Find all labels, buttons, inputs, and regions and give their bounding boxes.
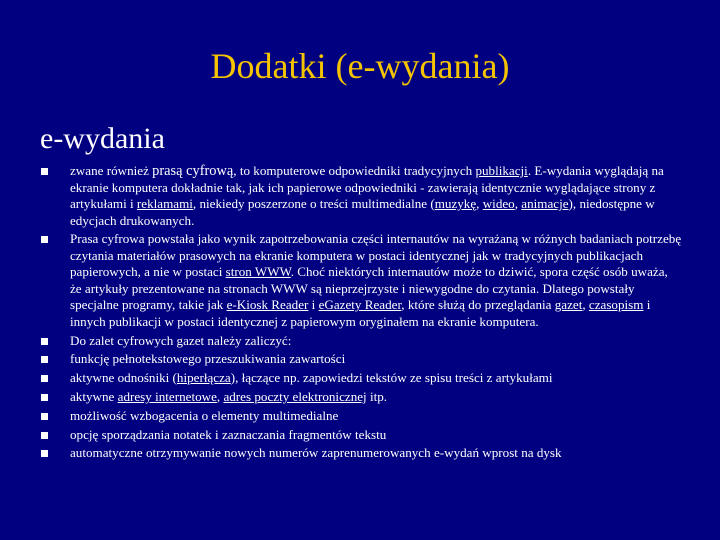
list-item — [40, 351, 682, 368]
square-bullet-icon — [41, 356, 48, 363]
text-fragment: , niekiedy poszerzone o treści multimedialne ( — [192, 196, 435, 211]
square-bullet-icon — [41, 236, 48, 243]
list-item — [40, 427, 682, 444]
text-link[interactable]: muzykę — [434, 196, 477, 211]
text-fragment: Prasa cyfrowa powstała jako wynik zapotrzebowania części internautów na wyrażaną w różnych badaniach potrzebę czytania materiałów prasowych na ekranie komputera w postaci identycznej jak w tradycyjnych publikacjach papierowych, a nie w postaci — [70, 231, 682, 280]
text-link[interactable]: adresy internetowe — [117, 388, 217, 404]
text-fragment: Do zalet cyfrowych gazet należy zaliczyć: — [70, 332, 292, 348]
text-link[interactable]: hiperłącza — [176, 370, 231, 386]
text-fragment: , — [216, 388, 224, 404]
text-fragment: możliwość wzbogacenia o elementy multimedialne — [70, 407, 339, 423]
text-link[interactable]: wideo — [482, 196, 515, 211]
text-link[interactable]: eGazety Reader — [318, 297, 402, 313]
list-item — [40, 370, 682, 387]
text-link[interactable]: adres poczty elektronicznej — [223, 388, 367, 404]
text-fragment: , — [582, 297, 589, 313]
text-fragment: ), łączące np. zapowiedzi tekstów ze spisu treści z artykułami — [230, 370, 553, 386]
text-fragment: , to komputerowe odpowiedniki tradycyjnych — [233, 163, 476, 178]
bullet-list — [40, 163, 682, 464]
text-fragment: i innych publikacji w postaci identycznej z papierowym oryginałem na ekranie komputera. — [70, 297, 651, 329]
text-fragment: itp. — [366, 388, 388, 404]
text-fragment: aktywne odnośniki ( — [70, 370, 177, 386]
square-bullet-icon — [41, 338, 48, 345]
square-bullet-icon — [41, 413, 48, 420]
text-link[interactable]: stron WWW — [225, 264, 291, 280]
text-fragment: i — [308, 297, 319, 313]
square-bullet-icon — [41, 450, 48, 457]
emphasized-text: prasą cyfrową — [152, 163, 234, 179]
square-bullet-icon — [41, 168, 48, 175]
list-item — [40, 231, 682, 330]
section-heading: e-wydania — [40, 122, 165, 155]
text-fragment: . Choć niektórych internautów może to dziwić, spora część osób uważa, że artykuły prezentowane na stronach WWW są nieprzejrzyste i niewygodne do czytania. Dlatego powstały specjalne programy, takie jak — [70, 264, 668, 313]
list-item — [40, 389, 682, 406]
text-link[interactable]: gazet — [554, 297, 583, 313]
text-link[interactable]: reklamami — [136, 196, 193, 211]
text-link[interactable]: animacje — [521, 196, 569, 211]
text-fragment: , — [476, 196, 483, 211]
text-fragment: ), niedostępne w edycjach drukowanych. — [70, 196, 655, 228]
list-item — [40, 163, 682, 229]
slide-title: Dodatki (e-wydania) — [210, 46, 510, 86]
text-link[interactable]: e-Kiosk Reader — [226, 297, 309, 313]
text-fragment: , — [514, 196, 522, 211]
text-fragment: opcję sporządzania notatek i zaznaczania fragmentów tekstu — [70, 426, 387, 442]
text-link[interactable]: czasopism — [588, 297, 644, 313]
square-bullet-icon — [41, 375, 48, 382]
text-fragment: automatyczne otrzymywanie nowych numerów zaprenumerowanych e-wydań wprost na dysk — [70, 445, 562, 461]
text-fragment: aktywne — [70, 388, 118, 404]
square-bullet-icon — [41, 432, 48, 439]
square-bullet-icon — [41, 394, 48, 401]
text-fragment: funkcję pełnotekstowego przeszukiwania zawartości — [70, 351, 346, 367]
text-fragment: zwane również — [70, 163, 153, 178]
text-link[interactable]: publikacji — [475, 163, 528, 178]
text-fragment: , które służą do przeglądania — [401, 297, 555, 313]
list-item — [40, 445, 682, 462]
list-item — [40, 333, 682, 350]
list-item — [40, 408, 682, 425]
text-fragment: . E-wydania wyglądają na ekranie komputera dokładnie tak, jak ich papierowe odpowiedniki - zawierają identycznie wyglądające strony z artykułami i — [70, 163, 664, 211]
